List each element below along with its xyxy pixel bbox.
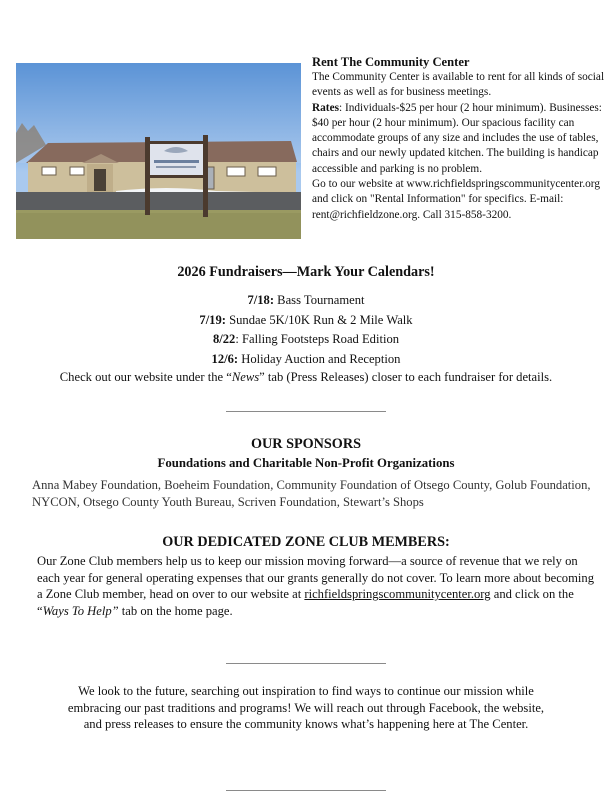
future-line: embracing our past traditions and programs! We will reach out through Facebook, the website, [67,700,545,715]
news-tab-ref: News [231,370,260,384]
sponsors-list: Anna Mabey Foundation, Boeheim Foundation, Community Foundation of Otsego County, Golub Foundation, NYCON, Otsego County Youth Bureau, Scriven Foundation, Stewart’s Shops [32,478,591,509]
rent-rates [312,101,608,177]
section-divider [226,411,386,412]
ways-to-help-tab-ref: Ways To Help” [42,603,119,618]
rent-section [312,54,608,223]
rates-text: : Individuals-$25 per hour (2 hour minimum). Businesses: $40 per hour (2 hour minimum). Our spacious facility can accommodate groups of any size and includes the use of tables, chairs and our newly updated kitchen. The building is handicap accessible and parking is no problem. [312,101,602,175]
future-line: and press releases to ensure the community knows what’s happening here at The Center. [83,717,529,732]
rent-heading: Rent The Community Center [312,55,470,69]
zone-text: Our Zone Club members help us to keep our mission moving forward—a source of revenue that we rely on each year for general operating expenses that our grants generally do not cover. To learn more about becoming a Zone Club member, head on over to our website at [37,554,594,602]
note-text: Check out our website under the “ [59,370,232,384]
event-name: Bass Tournament [274,293,365,307]
community-center-photo [16,63,301,239]
future-line: We look to the future, searching out inspiration to find ways to continue our mission while [78,684,534,698]
zone-text: tab on the home page. [118,603,233,618]
zone-club-heading: OUR DEDICATED ZONE CLUB MEMBERS: [162,534,450,550]
building-photo-illustration [16,63,301,239]
event-name: Sundae 5K/10K Run & 2 Mile Walk [225,312,413,327]
fundraiser-event [0,350,612,370]
event-name: : Falling Footsteps Road Edition [235,332,400,347]
sponsors-subheading: Foundations and Charitable Non-Profit Organizations [157,456,455,470]
note-text: ” tab (Press Releases) closer to each fundraiser for details. [259,370,553,384]
future-statement [0,683,612,733]
event-date: 12/6: [211,351,239,366]
event-date: 7/19: [199,312,226,327]
rent-website-info: Go to our website at www.richfieldspringscommunitycenter.org and click on "Rental Information" for specifics. E-mail: rent@richfieldzone.org. Call 315-858-3200. [312,178,601,221]
event-date: 7/18: [247,293,275,307]
event-date: 8/22 [212,332,236,347]
fundraisers-heading: 2026 Fundraisers—Mark Your Calendars! [177,264,435,280]
fundraiser-event [0,291,612,311]
rates-label: Rates [312,101,339,114]
zone-text: and click on the “ [37,587,574,618]
fundraiser-events-list [0,291,612,369]
rent-intro: The Community Center is available to rent for all kinds of social events as well as for business meetings. [312,71,605,99]
section-divider [226,663,386,664]
sponsors-heading: OUR SPONSORS [251,436,361,452]
section-divider [226,790,386,791]
fundraiser-event [0,330,612,350]
website-link[interactable]: richfieldspringscommunitycenter.org [304,587,491,602]
fundraiser-note [0,369,612,385]
zone-club-text [37,553,597,619]
event-name: Holiday Auction and Reception [238,351,401,366]
fundraiser-event [0,311,612,331]
